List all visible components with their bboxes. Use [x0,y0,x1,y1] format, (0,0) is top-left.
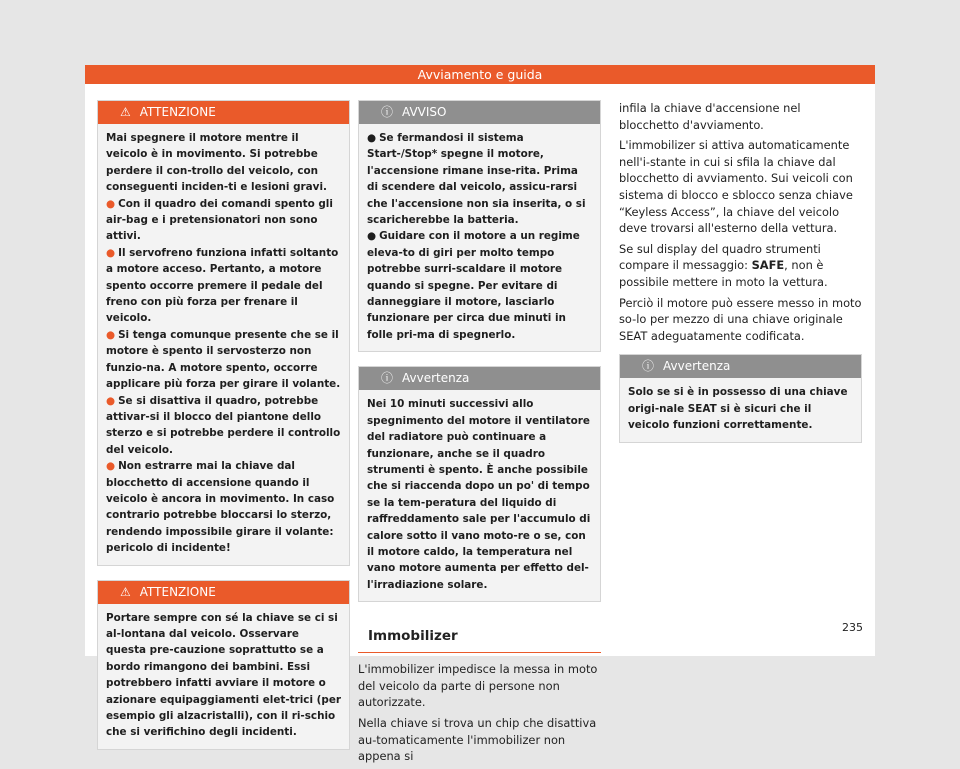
chapter-header: Avviamento e guida [85,65,875,84]
column-middle [358,100,601,769]
note-title: Avvertenza [663,359,731,374]
page-number: 235 [842,621,863,634]
notice-box [358,100,601,352]
note-text: Solo se si è in possesso di una chiave origi-nale SEAT si è sicuri che il veicolo funzioni correttamente. [628,386,848,432]
paragraph: L'immobilizer impedisce la messa in moto del veicolo da parte di persone non autorizzate. [358,662,598,710]
warning-bullet: ● Se si disattiva il quadro, potrebbe attivar-si il blocco del piantone dello sterzo e si potrebbe perdere il controllo del veicolo. [106,394,341,456]
paragraph: Perciò il motore può essere messo in moto so-lo per mezzo di una chiave originale SEAT adeguatamente codificata. [619,295,862,343]
warning-bullet: ● Non estrarre mai la chiave dal blocchetto di accensione quando il veicolo è ancora in movimento. In caso contrario potrebbe bloccarsi lo sterzo, rendendo impossibile girare il volante: pericolo di incidente! [106,460,335,555]
info-circle-icon: ⓘ [381,105,394,119]
note-box [358,366,601,602]
warning-bullet: ● Con il quadro dei comandi spento gli air-bag e i pretensionatori non sono attivi. [106,197,333,243]
warning-box-engine [97,100,350,566]
column-left [97,100,350,750]
warning-box-key [97,580,350,750]
notice-bullet: ● Se fermandosi il sistema Start-/Stop* spegne il motore, l'accensione rimane inse-rita. Prima di scendere dal veicolo, assicu-rarsi che l'accensione non sia inserita, o si scaricherebbe la batteria. [367,132,586,227]
warning-bullet: ● Si tenga comunque presente che se il motore è spento il servosterzo non funzio-na. A motore spento, occorre applicare più forza per girare il volante. [106,328,341,391]
warning-title: ATTENZIONE [139,105,216,119]
warning-title: ATTENZIONE [139,584,216,599]
warning-intro: Mai spegnere il motore mentre il veicolo è in movimento. Si potrebbe perdere il con-trollo del veicolo, con conseguenti inciden-ti e lesioni gravi. [106,132,327,194]
note-text: Nei 10 minuti successivi allo spegnimento del motore il ventilatore del radiatore può continuare a funzionare, anche se il quadro strumenti è spento. È anche possibile che si riaccenda dopo un po' di tempo se la tem-peratura del liquido di raffreddamento sale per l'accumulo di calore sotto il vano moto-re o se, con il motore caldo, la temperatura nel vano motore aumenta per effetto del-l'irradiazione solare. [367,398,591,591]
warning-triangle-icon: ⚠ [120,105,131,119]
paragraph: Se sul display del quadro strumenti compare il messaggio: SAFE, non è possibile mettere in moto la vettura. [619,241,828,289]
column-right [619,100,862,443]
notice-bullet: ● Guidare con il motore a un regime eleva-to di giri per molto tempo potrebbe surri-scaldare il motore quando si spegne. Per evitare di danneggiare il motore, lasciarlo funzionare per circa due minuti in folle pri-ma di spegnerlo. [367,230,580,341]
section-title-immobilizer: Immobilizer [358,618,601,653]
notice-title: AVVISO [402,105,447,119]
info-square-icon: ⓘ [381,371,394,386]
note-box-key [619,354,862,442]
warning-bullet: ● Il servofreno funziona infatti soltanto a motore acceso. Pertanto, a motore spento occorre premere il pedale del freno con più forza per frenare il veicolo. [106,246,339,325]
info-square-icon: ⓘ [642,359,655,374]
warning-triangle-icon: ⚠ [120,584,131,599]
safe-message: SAFE [751,258,785,273]
paragraph: Nella chiave si trova un chip che disattiva au-tomaticamente l'immobilizer non appena si [358,715,597,764]
manual-page [85,65,875,764]
paragraph: L'immobilizer si attiva automaticamente nell'i-stante in cui si sfila la chiave dal blocchetto di avviamento. Sui veicoli con sistema di blocco e sblocco senza chiave “Keyless Access”, la chiave del veicolo deve trovarsi all'esterno della vettura. [619,138,853,236]
warning-text: Portare sempre con sé la chiave se ci si al-lontana dal veicolo. Osservare questa pre-cauzione soprattutto se a bordo rimangono dei bambini. Essi potrebbero infatti avviare il motore o azionare equipaggiamenti elet-trici (per esempio gli alzacristalli), con il ri-schio che si verifichino degli incidenti. [106,611,342,739]
paragraph: infila la chiave d'accensione nel blocchetto d'avviamento. [619,101,801,132]
note-title: Avvertenza [402,371,470,386]
